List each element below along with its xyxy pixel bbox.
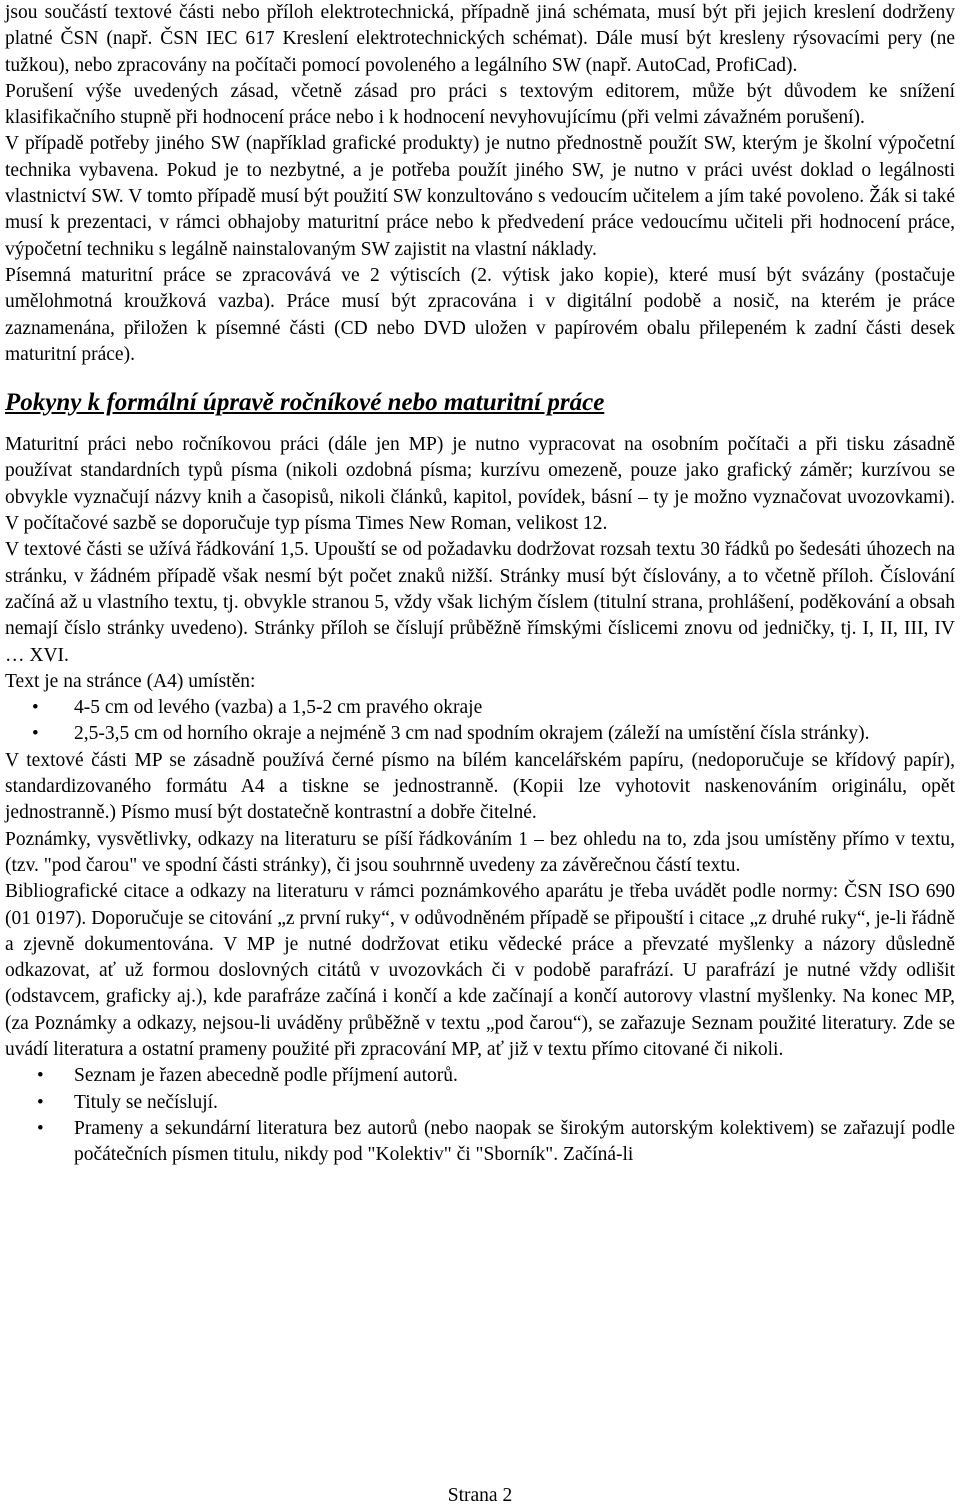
- paragraph-papir: V textové části MP se zásadně používá černé písmo na bílém kancelářském papíru, (nedoporučuje se křídový papír), standardizovaného formátu A4 a tiskne se jednostranně. (Kopii lze vyhotovit naskenováním originálu, opět jednostranně.) Písmo musí být dostatečně kontrastní a dobře čitelné.: [5, 749, 955, 824]
- bullet-icon: •: [37, 1117, 44, 1139]
- document-page: [5, 0, 955, 1168]
- paragraph-poruseni: Porušení výše uvedených zásad, včetně zásad pro práci s textovým editorem, může být důvodem ke snížení klasifikačního stupně při hodnocení práce nebo i k hodnocení nevyhovujícímu (při velmi závažném porušení).: [5, 80, 955, 129]
- list-item: • 2,5-3,5 cm od horního okraje a nejméně 3 cm nad spodním okrajem (záleží na umístění čísla stránky).: [5, 721, 955, 747]
- bibliography-rules-list: [5, 1063, 955, 1168]
- bullet-icon: •: [37, 1091, 44, 1113]
- paragraph-citace: Bibliografické citace a odkazy na literaturu v rámci poznámkového aparátu je třeba uvádět podle normy: ČSN ISO 690 (01 0197). Doporučuje se citování „z první ruky“, v odůvodněném případě se připouští i citace „z druhé ruky“, je-li řádně a zjevně dokumentována. V MP je nutné dodržovat etiku vědecké práce a převzaté myšlenky a názory důsledně odkazovat, ať už formou doslovných citátů v uvozovkách či v podobě parafrází. U parafrází je nutné vždy odlišit (odstavcem, graficky aj.), kde parafráze začíná i končí a kde začínají a končí autorovy vlastní myšlenky. Na konec MP, (za Poznámky a odkazy, nejsou-li uváděny průběžně v textu „pod čarou“), se zařazuje Seznam použité literatury. Zde se uvádí literatura a ostatní prameny použité při zpracování MP, ať již v textu přímo citované či nikoli.: [5, 881, 955, 1060]
- section-heading: Pokyny k formální úpravě ročníkové nebo maturitní práce: [5, 389, 605, 417]
- bullet-icon: •: [32, 723, 39, 745]
- list-item: • Prameny a sekundární literatura bez autorů (nebo naopak se širokým autorským kolektivem) se zařazují podle počátečních písmen titulu, nikdy pod "Kolektiv" či "Sborník". Začíná-li: [37, 1117, 955, 1166]
- bullet-icon: •: [32, 697, 39, 719]
- paragraph-umisteni: Text je na stránce (A4) umístěn:: [5, 670, 256, 692]
- paragraph-vytisky: Písemná maturitní práce se zpracovává ve 2 výtiscích (2. výtisk jako kopie), které musí být svázány (postačuje umělohmotná kroužková vazba). Práce musí být zpracována i v digitální podobě a nosič, na kterém je práce zaznamenána, přiložen k písemné části (CD nebo DVD uložen v papírovém obalu přilepeném k zadní části desek maturitní práce).: [5, 264, 955, 365]
- margins-list: [5, 695, 955, 748]
- paragraph-jiny-sw: V případě potřeby jiného SW (například grafické produkty) je nutno přednostně použít SW, kterým je školní výpočetní technika vybavena. Pokud je to nezbytné, a je potřeba použít jiného SW, je nutno v práci uvést doklad o legálnosti vlastnictví SW. V tomto případě musí být použití SW konzultováno s vedoucím učitelem a jím také povoleno. Žák si také musí k prezentaci, v rámci obhajoby maturitní práce nebo k předvedení práce vedoucímu učiteli při hodnocení práce, výpočetní techniku s legálně nainstalovaným SW zajistit na vlastní náklady.: [5, 133, 955, 260]
- paragraph-pismo: Maturitní práci nebo ročníkovou práci (dále jen MP) je nutno vypracovat na osobním počítači a při tisku zásadně používat standardních typů písma (nikoli ozdobná písma; kurzívu omezeně, pouze jako grafický záměr; kurzívou se obvykle vyznačují názvy knih a časopisů, nikoli článků, kapitol, povídek, básní – ty je možno vyznačovat uvozovkami). V počítačové sazbě se doporučuje typ písma Times New Roman, velikost 12.: [5, 434, 955, 535]
- paragraph-poznamky: Poznámky, vysvětlivky, odkazy na literaturu se píší řádkováním 1 – bez ohledu na to, zda jsou umístěny přímo v textu, (tzv. "pod čarou" ve spodní části stránky), či jsou souhrnně uvedeny za závěrečnou částí textu.: [5, 828, 955, 876]
- list-item: • Tituly se nečíslují.: [5, 1090, 955, 1116]
- bullet-icon: •: [37, 1065, 44, 1087]
- paragraph-schemata: jsou součástí textové části nebo příloh elektrotechnická, případně jiná schémata, musí být při jejich kreslení dodrženy platné ČSN (např. ČSN IEC 617 Kreslení elektrotechnických schémat). Dále musí být kresleny rýsovacími pery (ne tužkou), nebo zpracovány na počítači pomocí povoleného a legálního SW (např. AutoCad, ProfiCad).: [5, 2, 955, 76]
- list-item: • Seznam je řazen abecedně podle příjmení autorů.: [5, 1063, 955, 1089]
- paragraph-radkovani: V textové části se užívá řádkování 1,5. Upouští se od požadavku dodržovat rozsah textu 30 řádků po šedesáti úhozech na stránku, v žádném případě však nesmí být počet znaků nižší. Stránky musí být číslovány, a to včetně příloh. Číslování začíná až u vlastního textu, tj. obvykle stranou 5, vždy však lichým číslem (titulní strana, prohlášení, poděkování a obsah nemají číslo stránky uvedeno). Stránky příloh se číslují průběžně římskými číslicemi znovu od jedničky, tj. I, II, III, IV … XVI.: [5, 539, 955, 666]
- page-number: Strana 2: [447, 1485, 513, 1506]
- list-item: • 4-5 cm od levého (vazba) a 1,5-2 cm pravého okraje: [5, 695, 955, 721]
